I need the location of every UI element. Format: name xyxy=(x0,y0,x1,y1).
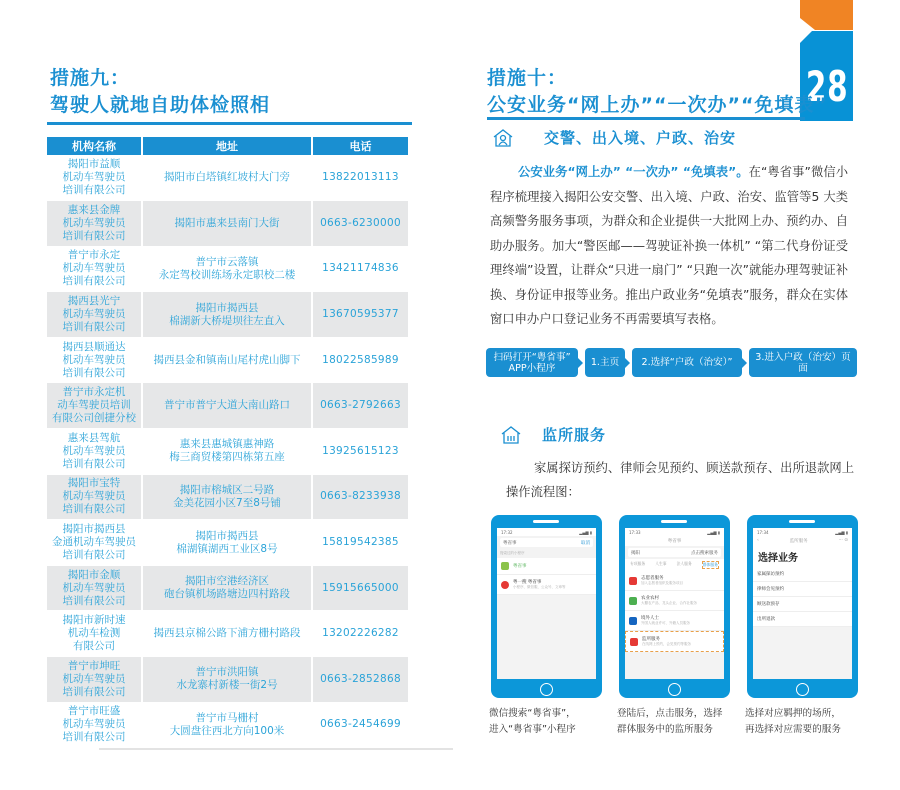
caption-line: 再选择对应需要的服务 xyxy=(745,724,841,735)
cell-phone xyxy=(312,337,408,383)
caption-line: 进入“粤省事”小程序 xyxy=(489,724,576,735)
cell-address xyxy=(142,611,312,657)
cell-phone xyxy=(312,702,408,748)
cell-name-line: 机动车驾驶员 xyxy=(62,216,126,229)
cell-phone-line: 0663-2792663 xyxy=(320,399,401,412)
phone-caption xyxy=(745,706,865,738)
detention-services-paragraph: 家属探访预约、律师会见预约、顾送款预存、出所退款网上操作流程图： xyxy=(506,461,854,499)
cell-phone-line: 0663-8233938 xyxy=(320,490,401,503)
caption-line: 登陆后，点击服务，选择 xyxy=(617,708,723,719)
agriculture-icon xyxy=(629,597,637,605)
cell-address xyxy=(142,520,312,566)
header-address: 地址 xyxy=(142,137,312,155)
item-title: 境外人士 xyxy=(641,616,659,621)
section-heading: 监所服务 xyxy=(542,426,607,444)
table-row xyxy=(47,429,408,475)
table-row xyxy=(47,474,408,520)
cell-address-line: 揭阳市揭西县 xyxy=(195,529,259,542)
phone-step-1 xyxy=(489,515,602,735)
table-header-row xyxy=(47,137,408,155)
table-row xyxy=(47,246,408,292)
tab-legal[interactable]: 法人服务 xyxy=(676,561,692,566)
signal-icon: ▂▄▆ ▮ xyxy=(579,530,592,535)
status-bar xyxy=(753,528,852,536)
cell-address-line: 揭阳市榕城区二号路 xyxy=(179,483,275,496)
cell-name-line: 培训有限公司 xyxy=(62,685,126,698)
cell-address-line: 普宁市云落镇 xyxy=(195,255,259,268)
cell-address-line: 揭西县金和镇南山尾村虎山脚下 xyxy=(153,353,301,366)
cell-name xyxy=(47,611,142,657)
business-item[interactable] xyxy=(753,567,852,582)
volunteer-icon xyxy=(629,577,637,585)
phone-step-2 xyxy=(617,515,730,735)
cell-phone xyxy=(312,383,408,429)
cell-name-line: 机动车驾驶员 xyxy=(62,672,126,685)
home-button-icon xyxy=(540,683,553,696)
cell-name-line: 培训有限公司 xyxy=(62,321,126,334)
service-item[interactable] xyxy=(625,591,724,611)
chapter-tab-orange xyxy=(800,0,853,30)
phone-screen xyxy=(753,528,852,679)
table-row xyxy=(47,292,408,338)
page-number: 28 xyxy=(805,62,849,111)
search-text: 粤省事 xyxy=(503,541,517,546)
cell-address-line: 永定驾校训练场永定职校二楼 xyxy=(158,268,296,281)
cell-address xyxy=(142,657,312,703)
cell-phone xyxy=(312,565,408,611)
house-bars-icon xyxy=(500,425,522,445)
section-police-services xyxy=(492,127,736,148)
cell-name xyxy=(47,337,142,383)
item-title: 农业农村 xyxy=(641,596,659,601)
cell-name-line: 机动车驾驶员 xyxy=(62,490,126,503)
flow-step-text: 扫码打开“粤省事” xyxy=(493,351,571,363)
result-subtitle: 小程序、微信服、公众号、文章等 xyxy=(513,585,566,589)
cell-phone-line: 13202226282 xyxy=(322,627,399,640)
arrow-right-icon xyxy=(625,358,630,368)
cell-phone xyxy=(312,292,408,338)
service-item[interactable] xyxy=(625,571,724,591)
cell-name-line: 揭阳市益顺 xyxy=(67,158,121,171)
cell-phone-line: 0663-2454699 xyxy=(320,718,401,731)
cell-address xyxy=(142,383,312,429)
paragraph-body: 在“粤省事”微信小程序梳理接入揭阳公安交警、出入境、户政、治安、监管等5 大类高频警务服务事项，为群众和企业提供一大批网上办、预约办、自助办服务。加大“警医邮——驾驶证补换一体机” “第二代身份证受理终端”设置，让群众“只进一扇门” “只跑一次”就能办理驾驶证补换、身份证申报等业务。推出户政业务“免填表”服务，群众在实体窗口申办户口登记业务不再需要填写表格。 xyxy=(490,165,848,326)
title-line-2: 驾驶人就地自助体检照相 xyxy=(50,94,271,116)
item-sub: 在线网上预约，会见预约等服务 xyxy=(642,642,691,646)
cell-name-line: 培训有限公司 xyxy=(62,731,126,744)
table-row xyxy=(47,702,408,748)
phone-caption xyxy=(617,706,737,738)
service-item-detention[interactable] xyxy=(625,631,724,652)
home-button-icon xyxy=(796,683,809,696)
cell-name-line: 有限公司 xyxy=(73,640,115,653)
cell-name-line: 揭阳市金顺 xyxy=(67,568,121,581)
table-bottom-border xyxy=(99,748,453,750)
cell-name xyxy=(47,201,142,247)
cell-address xyxy=(142,337,312,383)
foreigner-icon xyxy=(629,617,637,625)
arrow-right-icon xyxy=(578,358,583,368)
phone-screen xyxy=(497,528,596,679)
business-item[interactable] xyxy=(753,582,852,597)
title-divider xyxy=(487,117,805,120)
cell-name-line: 揭阳市揭西县 xyxy=(62,523,126,536)
cell-name-line: 机动车检测 xyxy=(67,627,121,640)
cell-phone xyxy=(312,474,408,520)
cell-phone xyxy=(312,520,408,566)
flow-step-text: 3.进入户政（治安）页面 xyxy=(755,351,851,374)
cell-phone-line: 13822013113 xyxy=(322,171,399,184)
cell-phone-line: 18022585989 xyxy=(322,353,399,366)
flow-step-text: APP小程序 xyxy=(508,362,556,374)
title-line-1: 措施九： xyxy=(50,67,131,89)
app-icon xyxy=(501,562,509,570)
cancel-link[interactable]: 取消 xyxy=(581,541,590,546)
tab-special[interactable]: 专项服务 xyxy=(630,561,646,566)
cell-name xyxy=(47,246,142,292)
cell-address xyxy=(142,474,312,520)
cell-name xyxy=(47,657,142,703)
item-label: 律师会见预约 xyxy=(757,587,784,592)
phone-speaker xyxy=(661,520,687,523)
section-detention-services xyxy=(500,424,606,445)
table-row xyxy=(47,565,408,611)
flow-step-enter xyxy=(749,348,857,377)
section-label: 搜索过的小程序 xyxy=(500,551,525,555)
item-sub: 加入志愿者组织及服务项目 xyxy=(641,581,683,585)
status-time: 17:33 xyxy=(629,530,641,535)
item-label: 出所退款 xyxy=(757,617,775,622)
cell-name xyxy=(47,474,142,520)
item-title: 监所服务 xyxy=(642,637,660,642)
status-bar xyxy=(625,528,724,536)
caption-line: 群体服务中的监所服务 xyxy=(617,724,713,735)
police-services-paragraph xyxy=(490,160,848,332)
cell-address-line: 金美花园小区7至8号铺 xyxy=(173,496,281,509)
cell-address xyxy=(142,246,312,292)
result-item[interactable] xyxy=(497,575,596,595)
title-divider xyxy=(47,122,412,125)
cell-phone-line: 15915665000 xyxy=(322,581,399,594)
cell-name-line: 培训有限公司 xyxy=(62,184,126,197)
cell-name-line: 机动车驾驶员 xyxy=(62,308,126,321)
cell-address xyxy=(142,292,312,338)
cell-address-line: 普宁市普宁大道大南山路口 xyxy=(164,399,290,412)
cell-address-line: 棉湖镇湖西工业区8号 xyxy=(176,542,278,555)
cell-address-line: 揭西县京棉公路下浦方栅村路段 xyxy=(153,627,301,640)
cell-name-line: 机动车驾驶员 xyxy=(62,171,126,184)
item-sub: 外国人就业许可、外籍人员服务 xyxy=(641,621,690,625)
cell-name-line: 揭西县光宁 xyxy=(67,295,121,308)
cell-name-line: 培训有限公司 xyxy=(62,366,126,379)
tab-group[interactable]: 群体服务 xyxy=(702,562,718,567)
screen-heading: 选择业务 xyxy=(753,546,852,567)
search-bar[interactable] xyxy=(500,538,593,547)
cell-name-line: 培训有限公司 xyxy=(62,457,126,470)
phone-speaker xyxy=(789,520,815,523)
table-row xyxy=(47,337,408,383)
cell-name xyxy=(47,702,142,748)
business-item[interactable] xyxy=(753,612,852,627)
signal-icon: ▂▄▆ ▮ xyxy=(835,530,848,535)
cell-address xyxy=(142,201,312,247)
paragraph-highlight: 公安业务“网上办” “一次办” “免填表”。 xyxy=(518,165,749,179)
cell-address xyxy=(142,702,312,748)
caption-line: 选择对应羁押的场所， xyxy=(745,708,841,719)
cell-phone-line: 0663-2852868 xyxy=(320,672,401,685)
cell-address-line: 揭阳市白塔镇红坡村大门旁 xyxy=(164,171,290,184)
title-line-1: 措施十： xyxy=(487,67,568,89)
item-title: 志愿者服务 xyxy=(641,576,664,581)
table-row xyxy=(47,201,408,247)
table-row xyxy=(47,657,408,703)
cell-name-line: 揭阳市宝特 xyxy=(67,477,121,490)
cell-address-line: 揭阳市惠来县南门大街 xyxy=(174,216,280,229)
flow-step-scan xyxy=(486,348,578,377)
cell-address xyxy=(142,565,312,611)
cell-name-line: 普宁市旺盛 xyxy=(67,705,121,718)
service-item[interactable] xyxy=(625,611,724,631)
cell-name-line: 普宁市坤旺 xyxy=(67,659,121,672)
cell-phone-line: 15819542385 xyxy=(322,536,399,549)
cell-address-line: 梅三商贸楼第四栋第五座 xyxy=(169,451,285,464)
cell-name-line: 培训有限公司 xyxy=(62,275,126,288)
cell-phone xyxy=(312,246,408,292)
service-tabs xyxy=(625,559,724,571)
cell-phone xyxy=(312,429,408,475)
back-icon[interactable]: ‹ xyxy=(757,538,759,543)
status-time: 17:34 xyxy=(757,530,769,535)
cell-name-line: 惠来县驾航 xyxy=(67,431,121,444)
cell-name-line: 金通机动车驾驶员 xyxy=(52,536,136,549)
cell-name-line: 普宁市永定 xyxy=(67,249,121,262)
search-placeholder: 点击搜索服务 xyxy=(691,551,718,556)
arrow-right-icon xyxy=(742,358,747,368)
cell-name xyxy=(47,429,142,475)
measure-ten-title xyxy=(487,65,828,119)
table-row xyxy=(47,520,408,566)
app-title: 监所服务 xyxy=(789,539,808,544)
table-row xyxy=(47,155,408,201)
flow-step-text: 2.选择“户政（治安）” xyxy=(641,357,733,368)
cell-name-line: 有限公司创捷分校 xyxy=(52,412,136,425)
cell-name-line: 培训有限公司 xyxy=(62,503,126,516)
cell-phone-line: 13421174836 xyxy=(322,262,399,275)
app-title: 粤省事 xyxy=(625,536,724,546)
cell-phone-line: 13925615123 xyxy=(322,444,399,457)
result-title: 粤省事 xyxy=(513,564,527,569)
institution-table xyxy=(47,137,408,748)
cell-name-line: 培训有限公司 xyxy=(62,549,126,562)
search-bar[interactable] xyxy=(628,548,721,557)
table-row xyxy=(47,383,408,429)
flow-step-select xyxy=(632,348,742,377)
flow-step-home xyxy=(585,348,625,377)
phone-step-3 xyxy=(745,515,858,735)
cell-address-line: 普宁市马栅村 xyxy=(195,711,259,724)
cell-phone xyxy=(312,611,408,657)
cell-name xyxy=(47,292,142,338)
item-label: 顾送款预存 xyxy=(757,602,780,607)
cell-name xyxy=(47,155,142,201)
home-button-icon xyxy=(668,683,681,696)
cell-name-line: 惠来县金牌 xyxy=(67,203,121,216)
cell-name-line: 培训有限公司 xyxy=(62,594,126,607)
cell-phone xyxy=(312,155,408,201)
search-logo-icon xyxy=(501,581,509,589)
cell-name xyxy=(47,520,142,566)
header-phone: 电话 xyxy=(312,137,408,155)
cell-name-line: 揭阳市新时速 xyxy=(62,614,126,627)
phone-caption xyxy=(489,706,609,738)
title-line-2: 公安业务“网上办”“一次办”“免填表” xyxy=(487,94,828,116)
cell-name-line: 培训有限公司 xyxy=(62,229,126,242)
cell-name-line: 机动车驾驶员 xyxy=(62,444,126,457)
measure-nine-title xyxy=(50,65,270,119)
phone-screen xyxy=(625,528,724,679)
status-bar xyxy=(497,528,596,536)
detention-icon xyxy=(630,638,638,646)
business-item[interactable] xyxy=(753,597,852,612)
cell-name-line: 机动车驾驶员 xyxy=(62,581,126,594)
phone-speaker xyxy=(533,520,559,523)
cell-name xyxy=(47,383,142,429)
tab-life[interactable]: 人生事 xyxy=(655,561,667,566)
cell-name-line: 揭西县顺通达 xyxy=(62,340,126,353)
cell-address-line: 棉湖新大桥堤坝往左直入 xyxy=(169,314,285,327)
cell-name-line: 普宁市永定机 xyxy=(62,386,126,399)
cell-name xyxy=(47,565,142,611)
cell-address-line: 揭阳市揭西县 xyxy=(195,301,259,314)
signal-icon: ▂▄▆ ▮ xyxy=(707,530,720,535)
header-name: 机构名称 xyxy=(47,137,142,155)
result-item[interactable] xyxy=(497,558,596,575)
house-person-icon xyxy=(492,128,514,148)
item-label: 家属探访预约 xyxy=(757,572,784,577)
cell-address-line: 惠来县惠城镇惠神路 xyxy=(179,438,275,451)
cell-address xyxy=(142,155,312,201)
cell-phone xyxy=(312,201,408,247)
city-selector[interactable]: 揭阳 xyxy=(631,551,640,556)
cell-address-line: 普宁市洪阳镇 xyxy=(195,666,259,679)
cell-address-line: 揭阳市空港经济区 xyxy=(185,575,269,588)
item-sub: 大棚农产品、龙头企业、合作社服务 xyxy=(641,601,697,605)
section-heading: 交警、出入境、户政、治安 xyxy=(544,129,737,147)
cell-phone xyxy=(312,657,408,703)
cell-address-line: 砲台镇机场路塘边四村路段 xyxy=(164,588,290,601)
caption-line: 微信搜索“粤省事”， xyxy=(489,708,576,719)
cell-phone-line: 0663-6230000 xyxy=(320,216,401,229)
result-title: 粤一搜 粤省事 xyxy=(513,580,542,585)
cell-address-line: 水龙寨村新楼一街2号 xyxy=(176,679,278,692)
cell-name-line: 机动车驾驶员 xyxy=(62,353,126,366)
cell-phone-line: 13670595377 xyxy=(322,308,399,321)
cell-name-line: 机动车驾驶员 xyxy=(62,262,126,275)
cell-name-line: 动车驾驶员培训 xyxy=(57,399,131,412)
process-flow xyxy=(486,348,857,377)
flow-step-text: 1.主页 xyxy=(590,357,620,368)
more-icon[interactable]: ··· ⊙ xyxy=(838,538,848,543)
cell-name-line: 机动车驾驶员 xyxy=(62,718,126,731)
cell-address xyxy=(142,429,312,475)
table-row xyxy=(47,611,408,657)
nav-bar xyxy=(753,536,852,546)
cell-address-line: 大圆盘往西北方向100米 xyxy=(169,724,285,737)
status-time: 17:32 xyxy=(501,530,513,535)
